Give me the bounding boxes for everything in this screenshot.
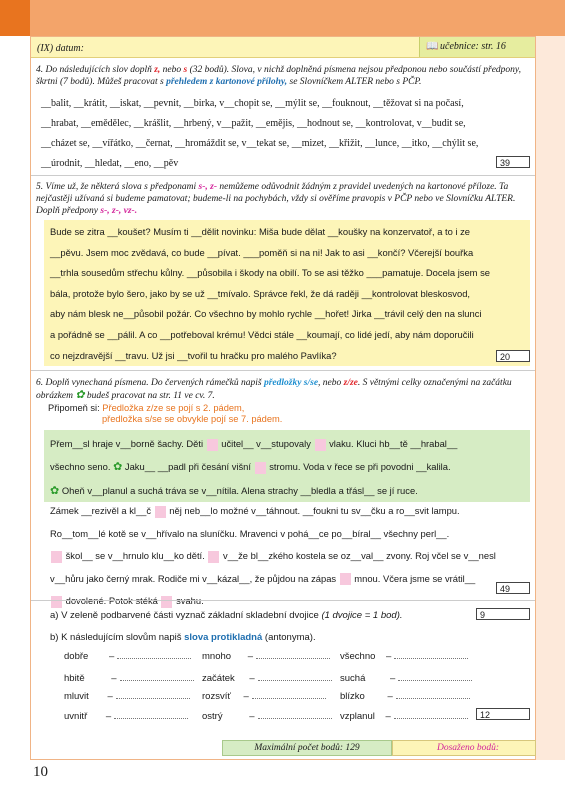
text-fragment: Oheň v__planul a suchá tráva se v__nítila. Alena strachy __bledla a třásl__ se jí ruce. <box>59 485 418 496</box>
max-points: Maximální počet bodů: 129 <box>222 740 392 756</box>
text-line: __trhla sousedům střechu kůlny. __působila i škody na obilí. To se asi těžko ___pamatuje. Docela jsem se <box>50 267 490 279</box>
exercise-number: 6. <box>36 378 44 388</box>
antonym-item[interactable]: začátek – <box>202 672 332 684</box>
page-number: 10 <box>33 764 48 780</box>
task-text: nemůžeme odůvodnit žádným z pravidel uvedených na kartonové příloze. Ta nejčastěji užívaná si budeme pamatovat; budeme-li na pochybách, vždy si ověříme pravopis v PČP nebo ve Slovníčku ALTER. Doplň předpony <box>36 182 516 216</box>
answer-line[interactable] <box>116 690 190 699</box>
answer-line[interactable] <box>120 672 194 681</box>
answer-line[interactable] <box>117 650 191 659</box>
word-row: __cházet se, __vířátko, __černat, __hromáždit se, v__tekat se, __mizet, __křižit, __lunce, __itko, __chýlit se, <box>41 138 479 149</box>
antonym-word: suchá <box>340 673 366 684</box>
answer-box[interactable] <box>51 551 62 563</box>
task-text: nebo <box>160 65 184 75</box>
antonym-word: blízko <box>340 691 365 702</box>
antonym-word: mluvit <box>64 691 89 702</box>
footer <box>222 740 536 756</box>
text-line <box>50 568 524 591</box>
answer-line[interactable] <box>398 672 472 681</box>
text-fragment: dovolené. Potok stéká <box>63 595 161 607</box>
antonym-item[interactable]: všechno – <box>340 650 468 662</box>
antonym-item[interactable]: mnoho – <box>202 650 330 662</box>
text-fragment: mnou. Včera jsme se vrátil__ <box>351 572 476 584</box>
text-line: bála, protože bylo šero, jako by se už __tmívalo. Správce řekl, že dá raději __kontrolovat bleskosvod, <box>50 287 471 299</box>
text-fragment: Jaku__ __padl při česání višní <box>122 461 254 472</box>
word-row: __balit, __krátit, __iskat, __pevnit, __birka, v__chopit se, __mýlit se, __fouknout, __těžovat si na počasí, <box>41 98 464 109</box>
antonym-word: začátek <box>202 673 235 684</box>
text-fragment: Ro__tom__lé kotě se v__hřívalo na sluníčku. Mravenci v pohá__ce po__bíral__ všechny perl__. <box>50 527 450 539</box>
leaf-icon: ✿ <box>50 485 60 497</box>
antonym-word: uvnitř <box>64 711 88 722</box>
text-fragment: vlaku. Kluci hb__tě __hrabal__ <box>326 438 458 449</box>
task-text: se Slovníčkem ALTER nebo s PČP. <box>287 77 422 87</box>
text-fragment: škol__ se v__hrnulo klu__ko dětí. <box>63 550 208 562</box>
task-text: budeš pracovat na str. 11 ve cv. 7. <box>84 391 215 401</box>
text-fragment: stromu. Voda v řece se při povodni __kalila. <box>266 461 451 472</box>
text-fragment: učitel__ v__stupovaly <box>218 438 314 449</box>
task-text: Do následujících slov doplň <box>45 65 155 75</box>
subtask-a-note: (1 dvojice = 1 bod). <box>321 610 403 621</box>
worksheet-header <box>31 37 535 58</box>
subtask-a-label: a) V zeleně podbarvené části vyznač základní skladební dvojice <box>50 610 322 621</box>
text-line <box>50 545 524 568</box>
reminder-rule: Předložka z/ze se pojí s 2. pádem, <box>102 403 245 413</box>
exercise-6 <box>31 377 535 402</box>
preposition-s: předložky s/se <box>263 378 319 388</box>
prefix-sz: s-, z- <box>198 182 218 192</box>
leaf-icon: ✿ <box>75 389 85 401</box>
letter-s: s <box>183 65 188 75</box>
score-box-a[interactable]: 9 <box>476 608 530 620</box>
antonym-word: dobře <box>64 651 89 662</box>
text-fragment: svahu. <box>173 595 204 607</box>
score-box-b[interactable]: 12 <box>476 708 530 720</box>
subtask-b-label: b) K následujícím slovům napiš <box>50 632 185 643</box>
word-list <box>31 94 535 174</box>
exercise-6-text <box>44 500 530 613</box>
answer-line[interactable] <box>394 710 468 719</box>
task-text: . S větnými celky označenými na začátku obrázkem <box>36 378 512 401</box>
answer-box[interactable] <box>207 439 218 451</box>
subtask-b-emphasis: slova protikladná <box>184 632 263 643</box>
task-text: Víme už, že některá slova s předponami <box>45 182 199 192</box>
antonym-item[interactable]: suchá – <box>340 672 472 684</box>
exercise-4 <box>31 64 535 174</box>
score-box-ex6[interactable]: 49 <box>496 582 530 594</box>
text-fragment: Přem__sl hraje v__borně šachy. Děti <box>50 438 206 449</box>
text-line: Bude se zitra __koušet? Musím ti __dělit novinku: Miša bude dělat __koušky na konzervatoř, a to i ze <box>50 226 471 237</box>
text-line: a pořádně se __pálil. A co __potřeboval krému! Vědci stále __koumají, co lidé jedí, aby nám doporučili <box>50 328 474 340</box>
answer-line[interactable] <box>256 650 330 659</box>
exercise-number: 5. <box>36 182 44 192</box>
text-fragment: v__že bl__zkého kostela se oz__val__ zvony. Roj včel se v__nesl <box>220 550 496 562</box>
answer-line[interactable] <box>396 690 470 699</box>
answer-box[interactable] <box>315 439 326 451</box>
subtask-a <box>50 610 403 621</box>
text-line <box>50 523 524 546</box>
divider <box>31 600 535 601</box>
text-line: aby nám blesk ne__působil požár. Co všechno by mohlo rychle __hořet! Jirka __trávil celý den na slunci <box>50 308 482 320</box>
antonym-item[interactable]: mluvit – <box>64 690 190 702</box>
answer-line[interactable] <box>252 690 326 699</box>
answer-line[interactable] <box>394 650 468 659</box>
antonym-item[interactable]: vzplanul – <box>340 710 468 722</box>
text-line: co nejzdravější __travu. Už jsi __tvořil tu hračku pro malého Pavlíka? <box>50 349 337 361</box>
answer-line[interactable] <box>258 710 332 719</box>
score-box-ex4[interactable]: 39 <box>496 156 530 168</box>
subtask-b-tail: (antonyma). <box>262 632 316 643</box>
textbook-ref <box>419 37 535 57</box>
exercise-number: 4. <box>36 65 44 75</box>
antonym-word: všechno <box>340 651 376 662</box>
exercise-6-green-box <box>44 430 530 502</box>
date-label: (IX) datum: <box>37 43 84 54</box>
karton-reference: přehledem z kartonové přílohy, <box>166 77 288 87</box>
text-fragment: všechno seno. <box>50 461 114 472</box>
subtask-b <box>50 632 316 643</box>
text-line <box>50 500 524 523</box>
answer-box[interactable] <box>255 462 266 474</box>
answer-box[interactable] <box>51 596 62 608</box>
exercise-5-text-box <box>44 220 530 366</box>
text-fragment: Zámek __rezivěl a kl__č <box>50 505 154 516</box>
word-row: __úrodnit, __hledat, __eno, __pěv <box>41 158 179 169</box>
text-fragment: něj neb__lo možné v__táhnout. __foukni tu sv__čku a ro__svit lampu. <box>166 505 460 516</box>
task-text: (32 bodů). Slova, v nichž doplněná písmena nejsou předponou nebo součástí předpony, škrtni (7 bodů). Můžeš pracovat s <box>36 65 521 87</box>
antonym-item[interactable]: blízko – <box>340 690 470 702</box>
leaf-icon: ✿ <box>113 461 123 473</box>
prefix-szvz: s-, z-, vz-. <box>100 206 138 216</box>
top-corner-square <box>0 0 30 36</box>
answer-box[interactable] <box>208 551 219 563</box>
antonym-word: hbitě <box>64 673 85 684</box>
text-line <box>50 432 524 455</box>
textbook-ref-label: učebnice: str. 16 <box>440 41 506 52</box>
antonym-item[interactable]: ostrý – <box>202 710 332 722</box>
task-text: , nebo <box>318 378 344 388</box>
reminder-label: Připomeň si: <box>48 403 100 413</box>
text-line <box>50 455 524 479</box>
exercise-5 <box>31 181 535 217</box>
divider <box>31 370 535 371</box>
antonym-word: mnoho <box>202 651 232 662</box>
book-icon: 📖 <box>426 41 439 52</box>
answer-line[interactable] <box>114 710 188 719</box>
task-text: Doplň vynechaná písmena. Do červených rámečků napiš <box>45 378 264 388</box>
preposition-z: z/ze <box>343 378 358 388</box>
achieved-points[interactable]: Dosaženo bodů: <box>392 740 536 756</box>
exercise-5-task <box>31 181 535 217</box>
antonym-item[interactable]: hbitě – <box>64 672 194 684</box>
answer-box[interactable] <box>155 506 166 518</box>
antonym-item[interactable]: rozsvíť – <box>202 690 326 702</box>
antonym-item[interactable]: dobře – <box>64 650 191 662</box>
antonym-item[interactable]: uvnitř – <box>64 710 188 722</box>
letter-z: z, <box>154 65 161 75</box>
reminder <box>48 403 282 425</box>
exercise-4-task <box>31 64 535 88</box>
divider <box>31 175 535 176</box>
antonym-word: vzplanul <box>340 711 375 722</box>
answer-box[interactable] <box>161 596 172 608</box>
reminder-rule: předložka s/se se obvykle pojí se 7. pádem. <box>102 414 283 424</box>
answer-line[interactable] <box>258 672 332 681</box>
antonym-word: ostrý <box>202 711 223 722</box>
antonym-word: rozsvíť <box>202 691 231 702</box>
exercise-6-task <box>31 377 535 402</box>
right-margin-strip <box>536 36 565 760</box>
text-line: __pěvu. Jsem moc zvědavá, co bude __pívat. ___poměň si na ni! Jak to asi __končí? Včerejší bouřka <box>50 246 474 258</box>
score-box-ex5[interactable]: 20 <box>496 350 530 362</box>
word-row: __hrabat, __emědělec, __krášlit, __hrbený, v__pažit, __emějis, __hodnout se, __kontrolovat, v__budit se, <box>41 118 466 129</box>
answer-box[interactable] <box>340 573 351 585</box>
text-fragment: v__hůru jako černý mrak. Rodiče mi v__kázal__, že půjdou na zápas <box>50 572 339 584</box>
top-banner <box>0 0 565 36</box>
